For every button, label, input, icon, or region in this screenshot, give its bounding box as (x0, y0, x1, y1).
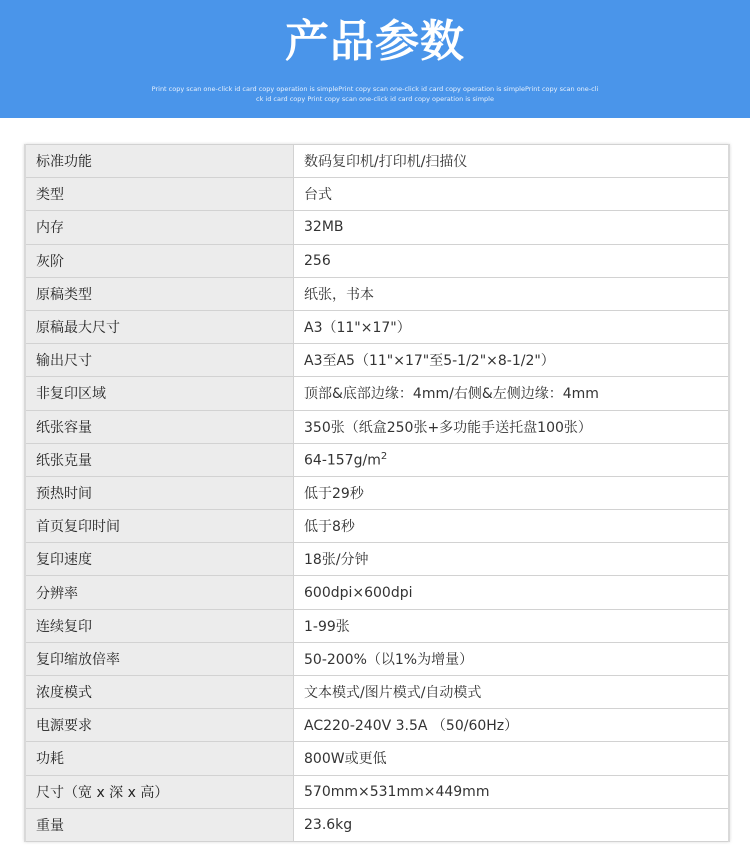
spec-label: 非复印区域 (26, 377, 294, 410)
spec-label: 纸张克量 (26, 443, 294, 476)
spec-table (24, 144, 730, 842)
spec-value: AC220-240V 3.5A （50/60Hz） (294, 709, 729, 742)
spec-row (26, 609, 728, 642)
spec-value: 32MB (294, 211, 729, 244)
spec-value: 18张/分钟 (294, 543, 729, 576)
spec-row (26, 808, 728, 841)
spec-row (26, 211, 728, 244)
spec-value: A3至A5（11"×17"至5-1/2"×8-1/2"） (294, 344, 729, 377)
spec-row (26, 642, 728, 675)
spec-label: 输出尺寸 (26, 344, 294, 377)
spec-value: 低于29秒 (294, 476, 729, 509)
spec-value: 文本模式/图片模式/自动模式 (294, 676, 729, 709)
spec-label: 复印缩放倍率 (26, 642, 294, 675)
spec-label: 类型 (26, 178, 294, 211)
spec-row (26, 576, 728, 609)
spec-label: 复印速度 (26, 543, 294, 576)
spec-value: 23.6kg (294, 808, 729, 841)
spec-value: 256 (294, 244, 729, 277)
header-banner (0, 0, 750, 118)
spec-value: 50-200%（以1%为增量） (294, 642, 729, 675)
spec-row (26, 510, 728, 543)
spec-label: 内存 (26, 211, 294, 244)
spec-label: 首页复印时间 (26, 510, 294, 543)
spec-row (26, 443, 728, 476)
page-title: 产品参数 (285, 16, 465, 67)
spec-row (26, 344, 728, 377)
spec-table-body (26, 145, 728, 842)
spec-row (26, 709, 728, 742)
spec-row (26, 277, 728, 310)
spec-value: 低于8秒 (294, 510, 729, 543)
spec-value (294, 443, 729, 476)
spec-value: 600dpi×600dpi (294, 576, 729, 609)
spec-value: 1-99张 (294, 609, 729, 642)
spec-label: 浓度模式 (26, 676, 294, 709)
spec-label: 电源要求 (26, 709, 294, 742)
spec-row (26, 244, 728, 277)
spec-value: 800W或更低 (294, 742, 729, 775)
spec-row (26, 543, 728, 576)
spec-label: 灰阶 (26, 244, 294, 277)
banner-subtitle: Print copy scan one-click id card copy operation is simplePrint copy scan one-click id card copy operation is simplePrint copy scan one-click id card copy Print copy scan one-click id card copy operation is simple (151, 85, 599, 103)
spec-label: 功耗 (26, 742, 294, 775)
spec-value-superscript: 2 (380, 450, 388, 462)
spec-row (26, 377, 728, 410)
spec-row (26, 178, 728, 211)
spec-label: 预热时间 (26, 476, 294, 509)
spec-label: 标准功能 (26, 145, 294, 178)
spec-row (26, 742, 728, 775)
spec-row (26, 310, 728, 343)
spec-row (26, 476, 728, 509)
spec-value: 数码复印机/打印机/扫描仪 (294, 145, 729, 178)
spec-label: 原稿类型 (26, 277, 294, 310)
spec-label: 连续复印 (26, 609, 294, 642)
spec-value: 570mm×531mm×449mm (294, 775, 729, 808)
spec-label: 原稿最大尺寸 (26, 310, 294, 343)
spec-label: 重量 (26, 808, 294, 841)
spec-value: 350张（纸盒250张+多功能手送托盘100张） (294, 410, 729, 443)
spec-value: 顶部&底部边缘：4mm/右侧&左侧边缘：4mm (294, 377, 729, 410)
spec-row (26, 410, 728, 443)
spec-label: 尺寸（宽 x 深 x 高） (26, 775, 294, 808)
spec-label: 分辨率 (26, 576, 294, 609)
spec-label: 纸张容量 (26, 410, 294, 443)
spec-value: 纸张，书本 (294, 277, 729, 310)
spec-row (26, 676, 728, 709)
spec-value: A3（11"×17"） (294, 310, 729, 343)
spec-value: 台式 (294, 178, 729, 211)
spec-value-text: 64-157g/m (304, 452, 381, 469)
spec-row (26, 145, 728, 178)
spec-row (26, 775, 728, 808)
